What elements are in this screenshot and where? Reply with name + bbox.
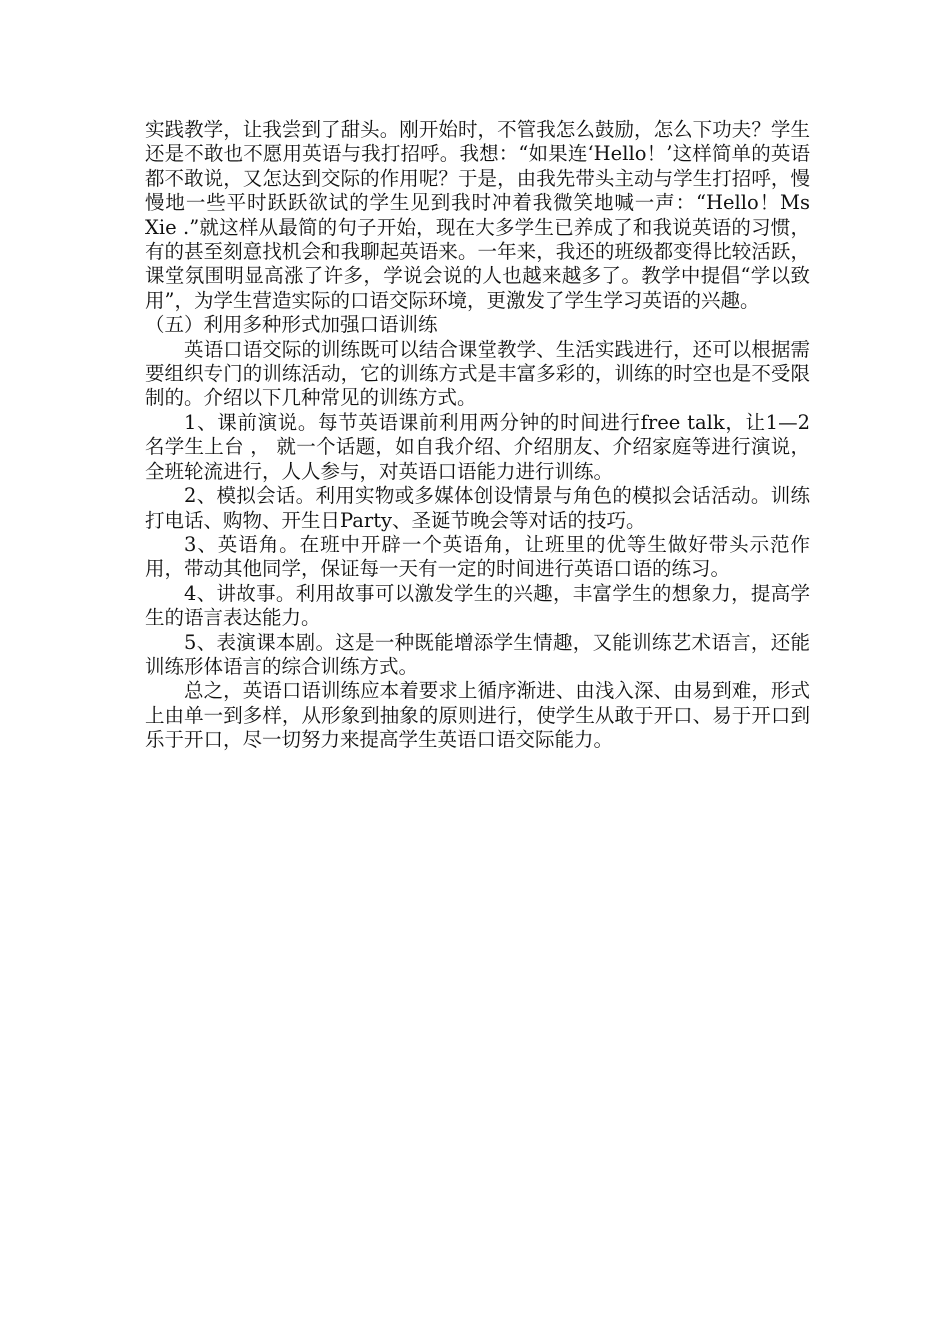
list-item-speech: 1、课前演说。每节英语课前利用两分钟的时间进行free talk，让1—2名学生上台 ， 就一个话题，如自我介绍、介绍朋友、介绍家庭等进行演说，全班轮流进行，人人参与，对英语口语能力进行训练。 [145, 410, 810, 483]
section-heading: （五）利用多种形式加强口语训练 [145, 313, 438, 337]
conclusion-paragraph: 总之，英语口语训练应本着要求上循序渐进、由浅入深、由易到难，形式上由单一到多样，从形象到抽象的原则进行，使学生从敢于开口、易于开口到乐于开口，尽一切努力来提高学生英语口语交际能力。 [145, 679, 810, 752]
list-item-dialogue: 2、模拟会话。利用实物或多媒体创设情景与角色的模拟会话活动。训练打电话、购物、开生日Party、圣诞节晚会等对话的技巧。 [145, 484, 810, 532]
training-paragraph: 英语口语交际的训练既可以结合课堂教学、生活实践进行，还可以根据需要组织专门的训练活动，它的训练方式是丰富多彩的，训练的时空也是不受限制的。介绍以下几种常见的训练方式。 [145, 337, 810, 410]
list-item-english-corner: 3、英语角。在班中开辟一个英语角，让班里的优等生做好带头示范作用，带动其他同学，保证每一天有一定的时间进行英语口语的练习。 [145, 532, 810, 581]
list-item-drama: 5、表演课本剧。这是一种既能增添学生情趣，又能训练艺术语言，还能训练形体语言的综合训练方式。 [145, 630, 810, 678]
list-item-storytelling: 4、讲故事。利用故事可以激发学生的兴趣，丰富学生的想象力，提高学生的语言表达能力。 [145, 581, 810, 630]
intro-paragraph: 实践教学，让我尝到了甜头。刚开始时，不管我怎么鼓励，怎么下功夫？学生还是不敢也不愿用英语与我打招呼。我想：“如果连‘Hello！’这样简单的英语都不敢说，又怎达到交际的作用呢？于是，由我先带头主动与学生打招呼，慢慢地一些平时跃跃欲试的学生见到我时冲着我微笑地喊一声：“Hello！Ms Xie .”就这样从最简的句子开始，现在大多学生已养成了和我说英语的习惯，有的甚至刻意找机会和我聊起英语来。一年来，我还的班级都变得比较活跃，课堂氛围明显高涨了许多，学说会说的人也越来越多了。教学中提倡“学以致用”，为学生营造实际的口语交际环境，更激发了学生学习英语的兴趣。 [145, 118, 810, 312]
document-body [145, 118, 810, 753]
